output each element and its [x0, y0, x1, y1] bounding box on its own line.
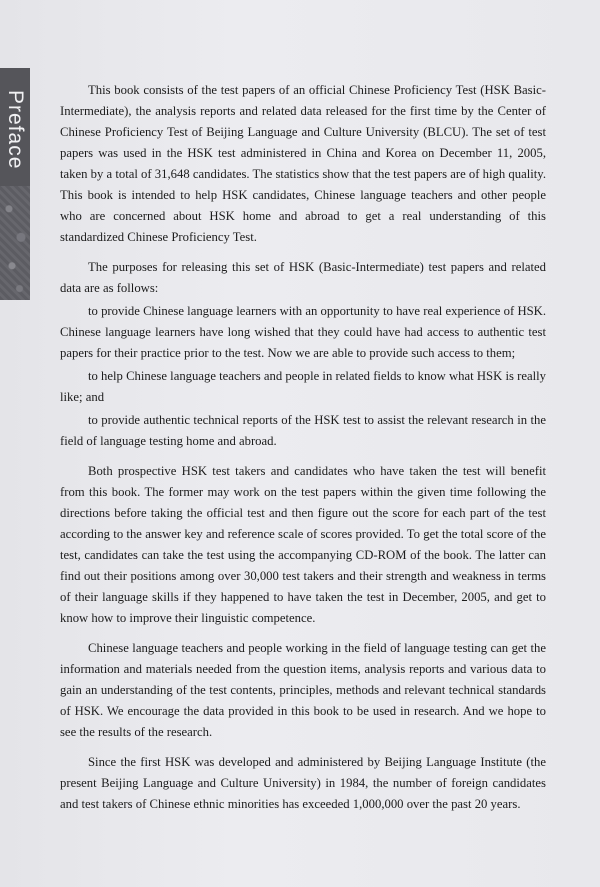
- floral-ornament: [0, 186, 30, 300]
- paragraph-benefits: Both prospective HSK test takers and candidates who have taken the test will benefit from this book. The former may work on the test papers within the given time following the directions before taking the official test and then figure out the score for each part of the test according to the answer key and reference scale of scores provided. To get the total score of the test, candidates can take the test using the accompanying CD-ROM of the book. The latter can find out their positions among over 30,000 test takers and their strength and weakness in terms of their language skills if they happened to have taken the test in December, 2005, and get to know how to improve their linguistic competence.: [60, 464, 546, 625]
- paragraph-intro: This book consists of the test papers of an official Chinese Proficiency Test (HSK Basic-Intermediate), the analysis reports and related data released for the first time by the Center of Chinese Proficiency Test of Beijing Language and Culture University (BLCU). The set of test papers was used in the HSK test administered in China and Korea on December 11, 2005, taken by a total of 31,648 candidates. The statistics show that the test papers are of high quality. This book is intended to help HSK candidates, Chinese language teachers and other people who are concerned about HSK home and abroad to get a real understanding of this standardized Chinese Proficiency Test.: [60, 83, 546, 244]
- section-tab-label: Preface: [4, 90, 27, 170]
- paragraph-history: Since the first HSK was developed and administered by Beijing Language Institute (the present Beijing Language and Culture University) in 1984, the number of foreign candidates and test takers of Chinese ethnic minorities has exceeded 1,000,000 over the past 20 years.: [60, 755, 546, 811]
- section-tab: [0, 68, 30, 300]
- paragraph-purpose-1: to provide Chinese language learners with an opportunity to have real experience of HSK. Chinese language learners have long wished that they could have had access to authentic test papers for their practice prior to the test. Now we are able to provide such access to them;: [60, 304, 546, 360]
- paragraph-purpose-3: to provide authentic technical reports of the HSK test to assist the relevant research in the field of language testing home and abroad.: [60, 413, 546, 448]
- preface-body: [60, 80, 546, 824]
- paragraph-purpose-2: to help Chinese language teachers and people in related fields to know what HSK is really like; and: [60, 369, 546, 404]
- paragraph-teachers: Chinese language teachers and people working in the field of language testing can get the information and materials needed from the question items, analysis reports and various data to gain an understanding of the test contents, principles, methods and relevant technical standards of HSK. We encourage the data provided in this book to be used in research. And we hope to see the results of the research.: [60, 641, 546, 739]
- paragraph-purposes: The purposes for releasing this set of HSK (Basic-Intermediate) test papers and related data are as follows:: [60, 260, 546, 295]
